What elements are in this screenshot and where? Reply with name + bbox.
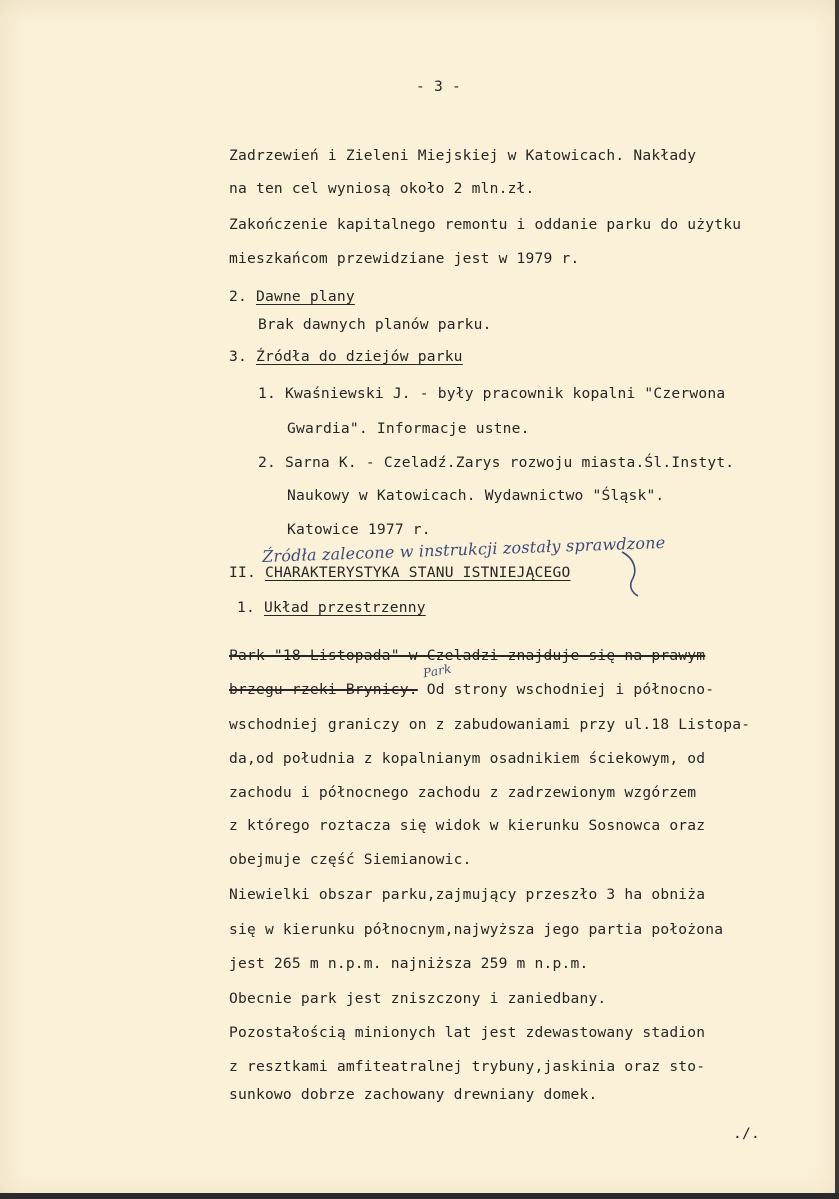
page-edge-bottom [0, 1193, 839, 1199]
page-edge-right [835, 0, 839, 1199]
source-text: Gwardia". Informacje ustne. [287, 420, 530, 437]
paragraph-line: obejmuje część Siemianowic. [229, 851, 472, 868]
paragraph-line: wschodniej graniczy on z zabudowaniami przy ul.18 Listopa- [229, 716, 751, 733]
section-body: Brak dawnych planów parku. [258, 316, 492, 333]
page-number: - 3 - [416, 78, 461, 95]
source-item [258, 454, 734, 471]
paragraph-line [229, 681, 714, 698]
paragraph-line: mieszkańcom przewidziane jest w 1979 r. [229, 250, 580, 267]
subsection-heading [237, 599, 426, 616]
handwritten-note: Źródła zalecone w instrukcji zostały sprawdzone [261, 532, 666, 567]
paragraph-line: Obecnie park jest zniszczony i zaniedbany. [229, 990, 607, 1007]
source-text: Kwaśniewski J. - były pracownik kopalni "Czerwona [284, 385, 726, 402]
handwritten-bracket [616, 548, 646, 598]
paragraph-line: da,od południa z kopalnianym osadnikiem ściekowym, od [229, 750, 706, 767]
source-text: Naukowy w Katowicach. Wydawnictwo "Śląsk". [287, 487, 665, 504]
struck-text: brzegu rzeki Brynicy. [229, 681, 418, 698]
section-title: Źródła do dziejów parku [255, 348, 463, 365]
paragraph-line: zachodu i północnego zachodu z zadrzewionym wzgórzem [229, 784, 697, 801]
source-number: 2. [258, 454, 276, 471]
chapter-title: CHARAKTERYSTYKA STANU ISTNIEJĄCEGO [264, 564, 571, 581]
section-3-heading [229, 348, 463, 365]
section-number: 2. [229, 288, 247, 305]
subsection-number: 1. [237, 599, 255, 616]
paragraph-line: z resztkami amfiteatralnej trybuny,jaskinia oraz sto- [229, 1058, 706, 1075]
paragraph-line: Zadrzewień i Zieleni Miejskiej w Katowicach. Nakłady [229, 147, 697, 164]
chapter-number: II. [229, 564, 256, 581]
handwritten-insert: Park [422, 661, 453, 681]
paragraph-line: sunkowo dobrze zachowany drewniany domek. [229, 1086, 598, 1103]
struck-line: Park "18 Listopada" w Czeladzi znajduje się na prawym [229, 647, 706, 664]
subsection-title: Układ przestrzenny [263, 599, 426, 616]
source-text: Sarna K. - Czeladź.Zarys rozwoju miasta.Śl.Instyt. [284, 454, 735, 471]
paragraph-line: na ten cel wyniosą około 2 mln.zł. [229, 180, 535, 197]
continuation-mark: ./. [733, 1125, 760, 1142]
paragraph-line: Pozostałością minionych lat jest zdewastowany stadion [229, 1024, 706, 1041]
paragraph-line: się w kierunku północnym,najwyższa jego partia położona [229, 921, 724, 938]
section-2-heading [229, 288, 355, 305]
paragraph-text: Od strony wschodniej i północno- [417, 681, 715, 698]
source-item [258, 385, 725, 402]
paragraph-line: jest 265 m n.p.m. najniższa 259 m n.p.m. [229, 955, 589, 972]
paragraph-line: Zakończenie kapitalnego remontu i oddanie parku do użytku [229, 216, 742, 233]
chapter-heading [229, 564, 571, 581]
section-title: Dawne plany [255, 288, 355, 305]
paragraph-line: z którego roztacza się widok w kierunku Sosnowca oraz [229, 817, 706, 834]
source-number: 1. [258, 385, 276, 402]
section-number: 3. [229, 348, 247, 365]
paragraph-line: Niewielki obszar parku,zajmujący przeszło 3 ha obniża [229, 886, 706, 903]
source-text: Katowice 1977 r. [287, 521, 431, 538]
